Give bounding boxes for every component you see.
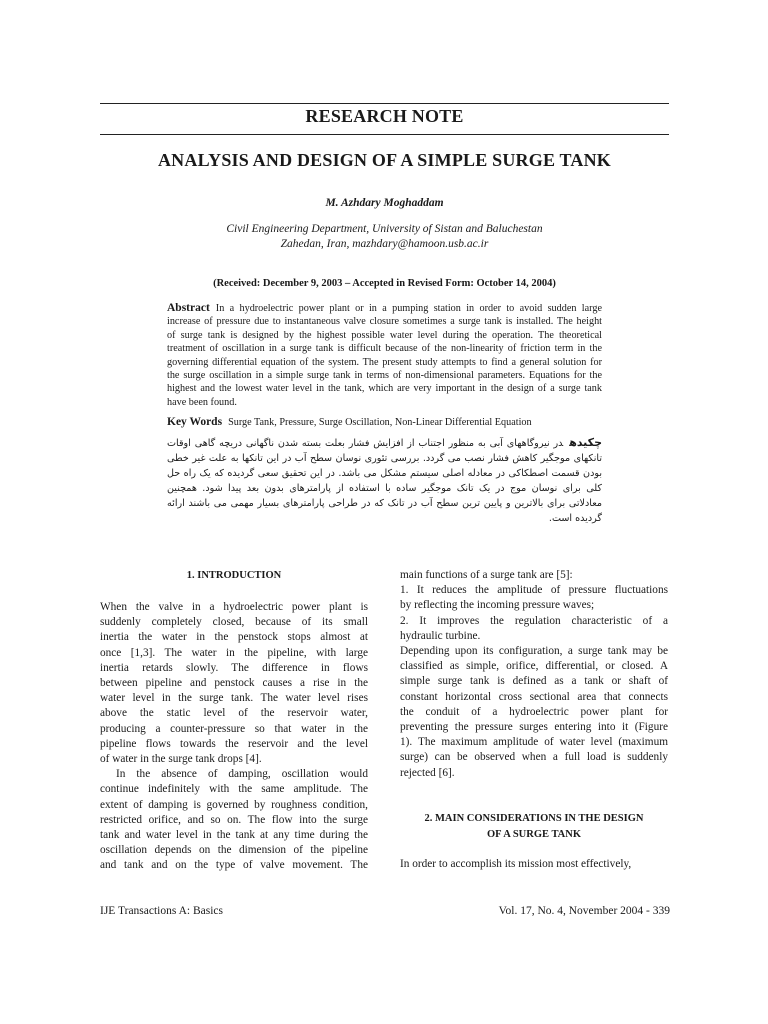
- text-line: preventing the pressure surges entering into it (Figure: [400, 721, 668, 734]
- text-line: tank and water level in the tank at any time during the: [100, 829, 368, 842]
- persian-line: چکیدهدر نیروگاههای آبی به منظور اجتناب از افزایش فشار بعلت بسته شدن ناگهانی دریچه گاهی اوقات: [167, 436, 602, 449]
- text-line: hydraulic turbine.: [400, 629, 481, 642]
- received-dates: (Received: December 9, 2003 – Accepted in Revised Form: October 14, 2004): [213, 278, 556, 289]
- text-line: continue indefinitely with the same amplitude. The: [100, 783, 368, 796]
- text-line: of water in the surge tank drops [4].: [100, 753, 262, 766]
- text-line: inertia retards slowly. The difference in flows: [100, 661, 368, 674]
- text-line: In order to accomplish its mission most effectively,: [400, 857, 632, 870]
- abstract-label: Abstract: [167, 302, 210, 314]
- persian-line: معادلاتی برای بالاترین و پایین ترین سطح آب در تانک که در طراحی پارامترهای بسیار مهمی می باشند ارائه: [167, 498, 602, 509]
- persian-abstract: [167, 435, 602, 526]
- text-line: main functions of a surge tank are [5]:: [400, 569, 573, 581]
- text-line: 1. It reduces the amplitude of pressure fluctuations: [400, 584, 668, 597]
- keywords-label: Key Words: [167, 416, 223, 428]
- text-line: classified as simple, orifice, differential, or closed. A: [400, 660, 668, 673]
- text-line: oscillation depends on the dimension of the pipeline: [100, 844, 368, 857]
- keywords: [167, 415, 602, 430]
- abstract-line: highest and the lowest water level in the tank, which are very important in the design of a surge tank: [167, 383, 602, 395]
- text-line: suddenly completely closed, because of its small: [100, 616, 368, 629]
- text-line: When the valve in a hydroelectric power plant is: [100, 601, 368, 613]
- keywords-text: Surge Tank, Pressure, Surge Oscillation, Non-Linear Differential Equation: [228, 417, 532, 428]
- paper-title: ANALYSIS AND DESIGN OF A SIMPLE SURGE TANK: [157, 150, 611, 170]
- research-note-heading: RESEARCH NOTE: [305, 106, 464, 126]
- text-line: extent of damping is governed by roughness condition,: [100, 798, 368, 811]
- text-line: above the static level of the reservoir water,: [100, 707, 368, 720]
- paragraph: [400, 568, 668, 781]
- abstract-line: have been found.: [167, 396, 237, 408]
- text-line: by reflecting the incoming pressure waves;: [400, 599, 595, 612]
- text-line: the conduit of a hydroelectric power plant for: [400, 705, 668, 718]
- right-column: [400, 568, 668, 872]
- text-line: between pipeline and penstock causes a rise in the: [100, 677, 368, 690]
- text-line: Depending upon its configuration, a surge tank may be: [400, 645, 668, 658]
- author-affiliation: Civil Engineering Department, University of Sistan and Baluchestan: [226, 223, 543, 235]
- text-line: simple surge tank is defined as a tank or shaft of: [400, 675, 668, 688]
- text-line: constant horizontal cross sectional area that connects: [400, 690, 668, 703]
- text-line: In the absence of damping, oscillation would: [116, 768, 368, 781]
- mid-rule: [100, 134, 669, 135]
- left-column: [100, 568, 368, 874]
- text-line: producing a counter-pressure so that water in the: [100, 722, 368, 735]
- abstract-line: Abstract In a hydroelectric power plant or in a pumping station in order to avoid sudden large: [167, 302, 602, 314]
- text-line: inertia the water in the penstock stops almost at: [100, 631, 368, 644]
- footer-journal: IJE Transactions A: Basics: [100, 905, 223, 917]
- abstract-line: treatment of oscillation in a surge tank is difficult because of the non-linearity of friction term in the: [167, 343, 602, 355]
- text-line: 2. It improves the regulation characteristic of a: [400, 614, 668, 627]
- abstract-line: increase of pressure due to instantaneous valve closure sometimes a surge tank is installed. The height: [167, 316, 602, 328]
- section-heading-main-considerations: 2. MAIN CONSIDERATIONS IN THE DESIGN OF A SURGE TANK: [424, 812, 644, 840]
- text-line: surge) can be observed when a full load is suddenly: [400, 751, 668, 764]
- abstract-line: the surge oscillation in a simple surge tank in terms of non-dimensional parameters. Equations for the: [167, 370, 602, 382]
- text-line: water level in the surge tank. The water level rises: [100, 692, 368, 705]
- text-line: and tank and on the type of valve movement. The: [100, 859, 368, 872]
- text-line: once [1,3]. The water in the pipeline, with large: [100, 646, 368, 659]
- author-address: Zahedan, Iran, mazhdary@hamoon.usb.ac.ir: [280, 238, 489, 250]
- persian-line: تانکهای موجگیر کاهش فشار نصب می گردد. بررسی تئوری نوسان سطح آب در این تانکها به علت غیر خطی: [167, 453, 602, 464]
- text-line: pipeline flows towards the reservoir and the level: [100, 737, 368, 750]
- top-rule: [100, 103, 669, 104]
- text-line: 1). The maximum amplitude of water level (maximum: [400, 736, 668, 749]
- abstract-line: governing differential equation of the system. The present study attempts to find a general solution for: [167, 356, 602, 368]
- text-line: restricted orifice, and so on. The flow into the surge: [100, 813, 368, 826]
- abstract: [167, 302, 602, 409]
- author-name: M. Azhdary Moghaddam: [325, 197, 444, 209]
- persian-abstract-label: چکیده: [569, 436, 602, 449]
- persian-line: گردیده است.: [548, 513, 602, 524]
- abstract-line: of surge tank is designed by the highest possible water level during the operation. The theoretical: [167, 329, 602, 341]
- footer-volume-page: Vol. 17, No. 4, November 2004 - 339: [498, 905, 670, 917]
- persian-line: کلی برای نوسان موج در یک تانک موجگیر ساده با استفاده از پارامترهای بدون بعد پیدا شود. همچنین: [167, 483, 602, 494]
- section-heading-introduction: 1. INTRODUCTION: [186, 570, 282, 581]
- paragraph: [100, 600, 368, 767]
- paragraph: [100, 767, 368, 873]
- text-line: rejected [6].: [400, 766, 455, 779]
- persian-line: بودن قسمت اصطکاکی در معادله اصلی سیستم مشکل می باشد. در این تحقیق سعی گردیده که یک راه حل: [167, 468, 602, 479]
